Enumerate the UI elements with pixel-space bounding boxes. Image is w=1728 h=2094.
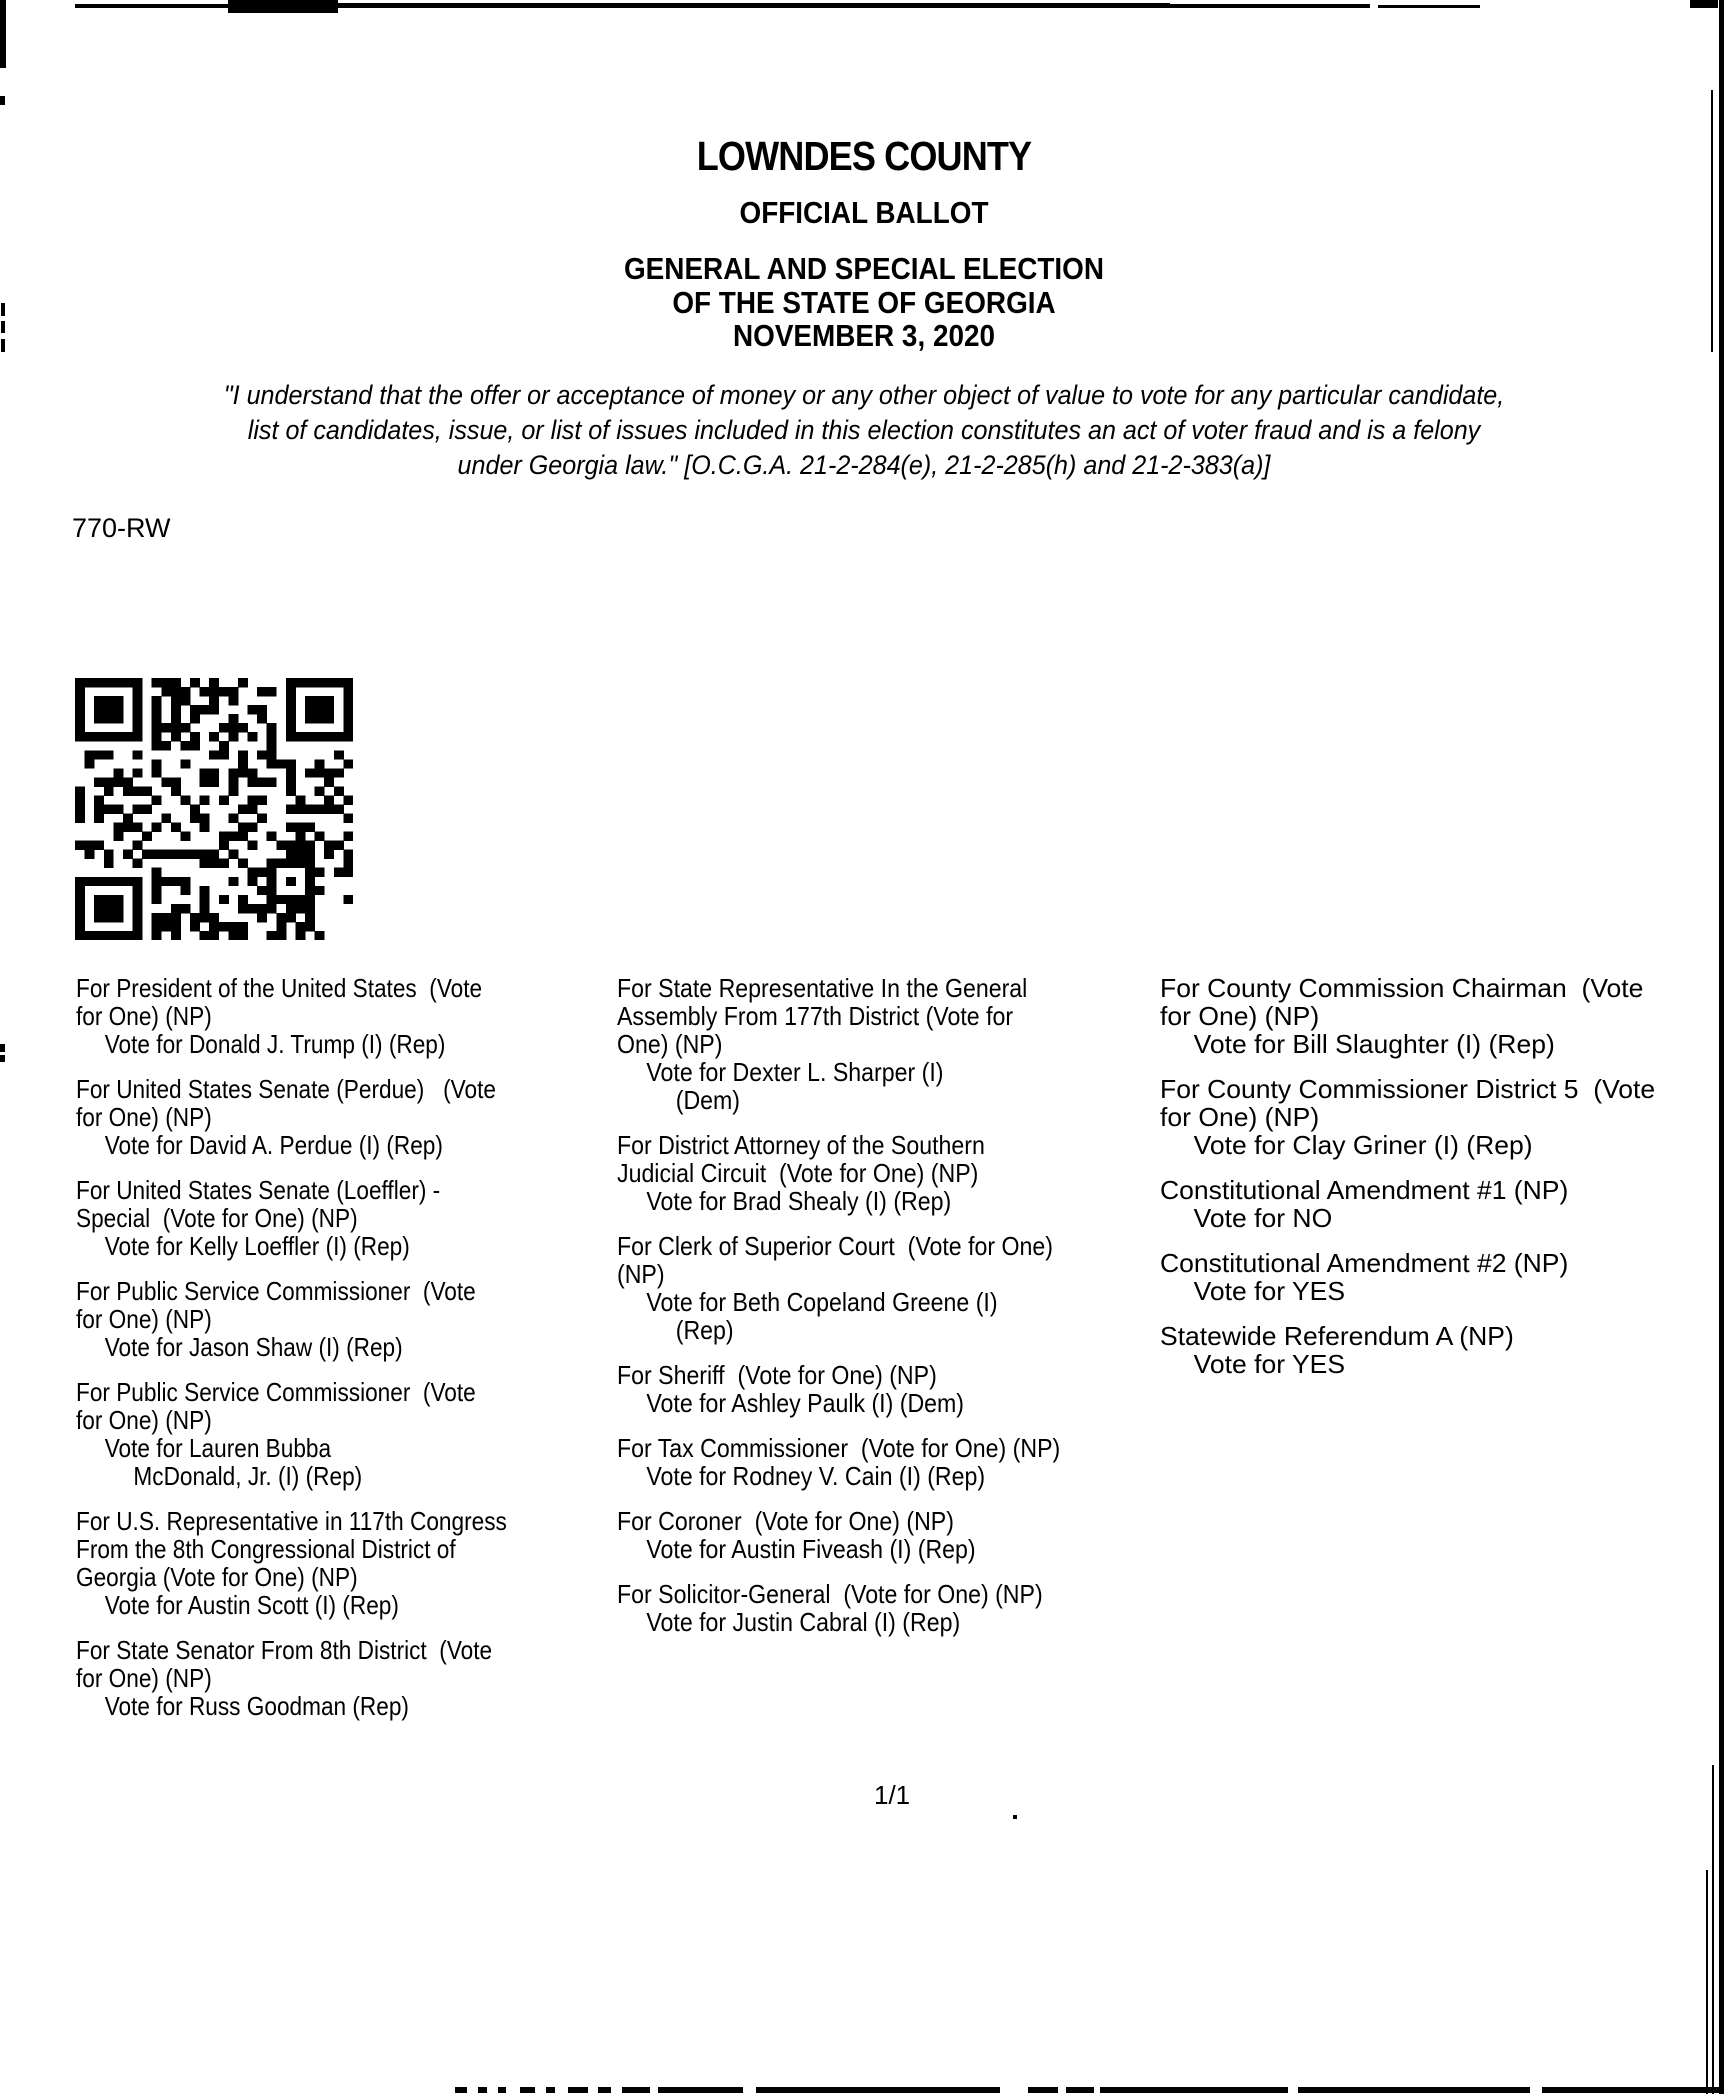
scan-artifact: [520, 2087, 535, 2093]
selection-line: Vote for Beth Copeland Greene (I): [646, 1287, 998, 1317]
contest: [1160, 1249, 1655, 1305]
office-line: For Coroner (Vote for One) (NP): [617, 1506, 954, 1536]
contest: [617, 1434, 1060, 1490]
scan-artifact: [478, 2087, 487, 2093]
scan-artifact: [0, 0, 6, 68]
contest: [617, 1131, 1060, 1215]
office-line: For Clerk of Superior Court (Vote for One): [617, 1231, 1053, 1261]
office-line: For Sheriff (Vote for One) (NP): [617, 1360, 937, 1390]
scan-artifact: [1706, 1870, 1708, 2094]
election-title-line-3: NOVEMBER 3, 2020: [732, 318, 996, 353]
scan-artifact: [598, 2087, 611, 2093]
office-line: for One) (NP): [1160, 1102, 1320, 1132]
office-line: For State Senator From 8th District (Vote: [76, 1635, 493, 1665]
oath-line-3: under Georgia law." [O.C.G.A. 21-2-284(e), 21-2-285(h) and 21-2-383(a)]: [457, 450, 1271, 480]
scan-artifact: [1719, 0, 1724, 2094]
selection-line: Vote for Brad Shealy (I) (Rep): [646, 1186, 952, 1216]
scan-artifact: [1711, 90, 1713, 352]
selection-line: Vote for Bill Slaughter (I) (Rep): [1193, 1029, 1555, 1059]
scan-artifact: [1298, 2087, 1530, 2093]
scan-artifact: [1028, 2087, 1058, 2093]
precinct-code: 770-RW: [72, 513, 171, 543]
office-line: One) (NP): [617, 1029, 723, 1059]
election-title-line-1: GENERAL AND SPECIAL ELECTION: [623, 251, 1105, 286]
contest: [617, 1507, 1060, 1563]
selection-line: (Dem): [675, 1085, 741, 1115]
scan-artifact: [0, 96, 5, 105]
contest: [617, 1232, 1060, 1344]
office-line: for One) (NP): [76, 1304, 212, 1334]
page-number: 1/1: [874, 1780, 911, 1810]
scan-artifact: [1, 303, 5, 316]
contest: [617, 974, 1060, 1114]
office-line: Statewide Referendum A (NP): [1160, 1321, 1514, 1351]
scan-artifact: [1170, 4, 1370, 8]
office-line: From the 8th Congressional District of: [76, 1534, 456, 1564]
office-line: For United States Senate (Perdue) (Vote: [76, 1074, 496, 1104]
scan-artifact: [1066, 2087, 1094, 2093]
scan-artifact: [756, 2087, 1000, 2093]
scan-artifact: [228, 0, 338, 13]
scan-artifact: [568, 2087, 588, 2093]
contest: [1160, 1176, 1655, 1232]
county-title: LOWNDES COUNTY: [696, 133, 1032, 179]
oath-line-2: list of candidates, issue, or list of issues included in this election constitutes an act of voter fraud and is a felony: [247, 415, 1481, 445]
selection-line: Vote for Donald J. Trump (I) (Rep): [104, 1029, 446, 1059]
selection-line: Vote for Lauren Bubba: [104, 1433, 332, 1463]
contest: [76, 1636, 507, 1720]
scan-artifact: [1, 321, 5, 333]
contest: [1160, 974, 1655, 1058]
office-line: Constitutional Amendment #2 (NP): [1160, 1248, 1569, 1278]
scan-artifact: [75, 4, 233, 8]
contest: [76, 974, 507, 1058]
contest: [617, 1580, 1060, 1636]
office-line: For Tax Commissioner (Vote for One) (NP): [617, 1433, 1061, 1463]
selection-line: Vote for YES: [1193, 1276, 1346, 1306]
selection-line: Vote for Kelly Loeffler (I) (Rep): [104, 1231, 410, 1261]
office-line: (NP): [617, 1259, 665, 1289]
office-line: For District Attorney of the Southern: [617, 1130, 985, 1160]
contest: [1160, 1075, 1655, 1159]
office-line: For United States Senate (Loeffler) -: [76, 1175, 441, 1205]
selection-line: (Rep): [675, 1315, 734, 1345]
selection-line: Vote for Russ Goodman (Rep): [104, 1691, 409, 1721]
selection-line: Vote for Clay Griner (I) (Rep): [1193, 1130, 1533, 1160]
office-line: for One) (NP): [76, 1001, 212, 1031]
scan-artifact: [0, 1044, 5, 1052]
scan-artifact: [546, 2087, 555, 2093]
office-line: For Public Service Commissioner (Vote: [76, 1377, 476, 1407]
scan-artifact: [0, 1055, 5, 1062]
scan-artifact: [1712, 1765, 1714, 2094]
office-line: Constitutional Amendment #1 (NP): [1160, 1175, 1569, 1205]
contest: [76, 1378, 507, 1490]
oath-line-1: "I understand that the offer or acceptance of money or any other object of value to vote for any particular candidate,: [223, 380, 1505, 410]
scan-artifact: [1100, 2087, 1288, 2093]
office-line: for One) (NP): [76, 1102, 212, 1132]
contest: [76, 1507, 507, 1619]
contest: [76, 1176, 507, 1260]
office-line: For County Commissioner District 5 (Vote: [1160, 1074, 1656, 1104]
selection-line: Vote for Justin Cabral (I) (Rep): [646, 1607, 961, 1637]
selection-line: Vote for Dexter L. Sharper (I): [646, 1057, 944, 1087]
office-line: for One) (NP): [1160, 1001, 1320, 1031]
scan-artifact: [622, 2087, 650, 2093]
selection-line: Vote for Austin Fiveash (I) (Rep): [646, 1534, 976, 1564]
voter-fraud-oath: [60, 378, 1667, 483]
office-line: Special (Vote for One) (NP): [76, 1203, 358, 1233]
office-line: for One) (NP): [76, 1663, 212, 1693]
selection-line: Vote for Rodney V. Cain (I) (Rep): [646, 1461, 986, 1491]
scan-artifact: [455, 2087, 467, 2093]
contest: [76, 1277, 507, 1361]
office-line: For Public Service Commissioner (Vote: [76, 1276, 476, 1306]
contest: [617, 1361, 1060, 1417]
scan-artifact: [1378, 5, 1480, 8]
office-line: For State Representative In the General: [617, 973, 1028, 1003]
scan-artifact: [1690, 0, 1718, 8]
election-title: [86, 252, 1641, 353]
office-line: Assembly From 177th District (Vote for: [617, 1001, 1014, 1031]
qr-code: [75, 678, 353, 940]
selection-line: Vote for David A. Perdue (I) (Rep): [104, 1130, 443, 1160]
scan-artifact: [1542, 2087, 1724, 2093]
scan-artifact: [1, 339, 5, 352]
contest: [76, 1075, 507, 1159]
ballot-column-2: [617, 974, 1060, 1653]
scan-artifact: [498, 2087, 506, 2093]
election-title-line-2: OF THE STATE OF GEORGIA: [672, 284, 1056, 320]
office-line: Georgia (Vote for One) (NP): [76, 1562, 358, 1592]
selection-line: McDonald, Jr. (I) (Rep): [133, 1461, 363, 1491]
selection-line: Vote for Jason Shaw (I) (Rep): [104, 1332, 403, 1362]
scan-artifact: [1013, 1815, 1017, 1819]
ballot-title: OFFICIAL BALLOT: [739, 195, 989, 230]
ballot-column-1: [76, 974, 507, 1737]
office-line: For County Commission Chairman (Vote: [1160, 973, 1644, 1003]
selection-line: Vote for YES: [1193, 1349, 1346, 1379]
office-line: for One) (NP): [76, 1405, 212, 1435]
scan-artifact: [338, 3, 1170, 8]
office-line: For Solicitor-General (Vote for One) (NP): [617, 1579, 1043, 1609]
selection-line: Vote for Austin Scott (I) (Rep): [104, 1590, 399, 1620]
contest: [1160, 1322, 1655, 1378]
office-line: Judicial Circuit (Vote for One) (NP): [617, 1158, 979, 1188]
scan-artifact: [658, 2087, 743, 2093]
office-line: For U.S. Representative in 117th Congress: [76, 1506, 507, 1536]
selection-line: Vote for Ashley Paulk (I) (Dem): [646, 1388, 965, 1418]
office-line: For President of the United States (Vote: [76, 973, 483, 1003]
ballot-column-3: [1160, 974, 1655, 1395]
selection-line: Vote for NO: [1193, 1203, 1333, 1233]
